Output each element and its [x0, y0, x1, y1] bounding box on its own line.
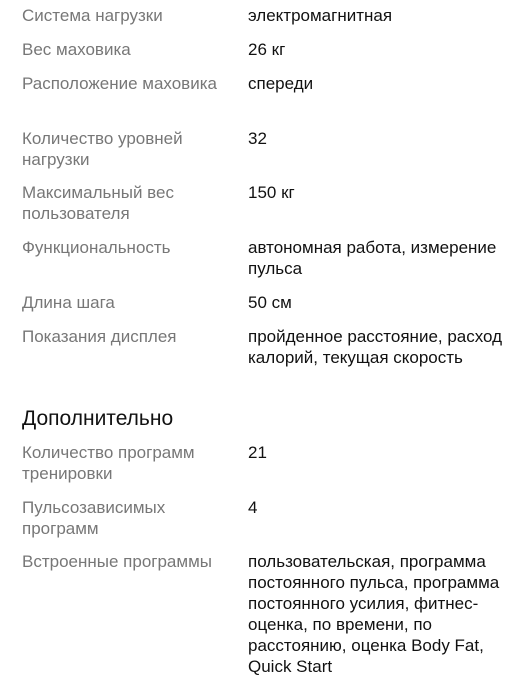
spec-value: 50 см	[248, 293, 292, 312]
spec-value: пользовательская, программа постоянного пульса, программа постоянного усилия, фитнес-оценка, по времени, по расстоянию, оценка Body Fat, Quick Start	[248, 552, 500, 676]
spec-value: 32	[248, 129, 267, 148]
spec-label: Функциональность	[22, 238, 171, 257]
spec-value: пройденное расстояние, расход калорий, текущая скорость	[248, 327, 503, 367]
section-title-additional: Дополнительно	[22, 407, 174, 430]
spec-label: Вес маховика	[22, 40, 131, 59]
spec-label: Максимальный вес пользователя	[22, 183, 174, 223]
spec-label: Длина шага	[22, 293, 115, 312]
spec-value: спереди	[248, 74, 314, 93]
spec-label: Показания дисплея	[22, 327, 177, 346]
spec-value: автономная работа, измерение пульса	[248, 238, 497, 278]
spec-value: электромагнитная	[248, 6, 393, 25]
spec-label: Количество программ тренировки	[22, 443, 195, 483]
spec-label: Расположение маховика	[22, 74, 217, 93]
spec-value: 4	[248, 498, 258, 517]
spec-label: Система нагрузки	[22, 6, 163, 25]
spec-value: 21	[248, 443, 267, 462]
spec-value: 150 кг	[248, 183, 295, 202]
spec-value: 26 кг	[248, 40, 286, 59]
spec-label: Пульсозависимых программ	[22, 498, 166, 538]
spec-label: Количество уровней нагрузки	[22, 129, 183, 169]
spec-label: Встроенные программы	[22, 552, 212, 571]
